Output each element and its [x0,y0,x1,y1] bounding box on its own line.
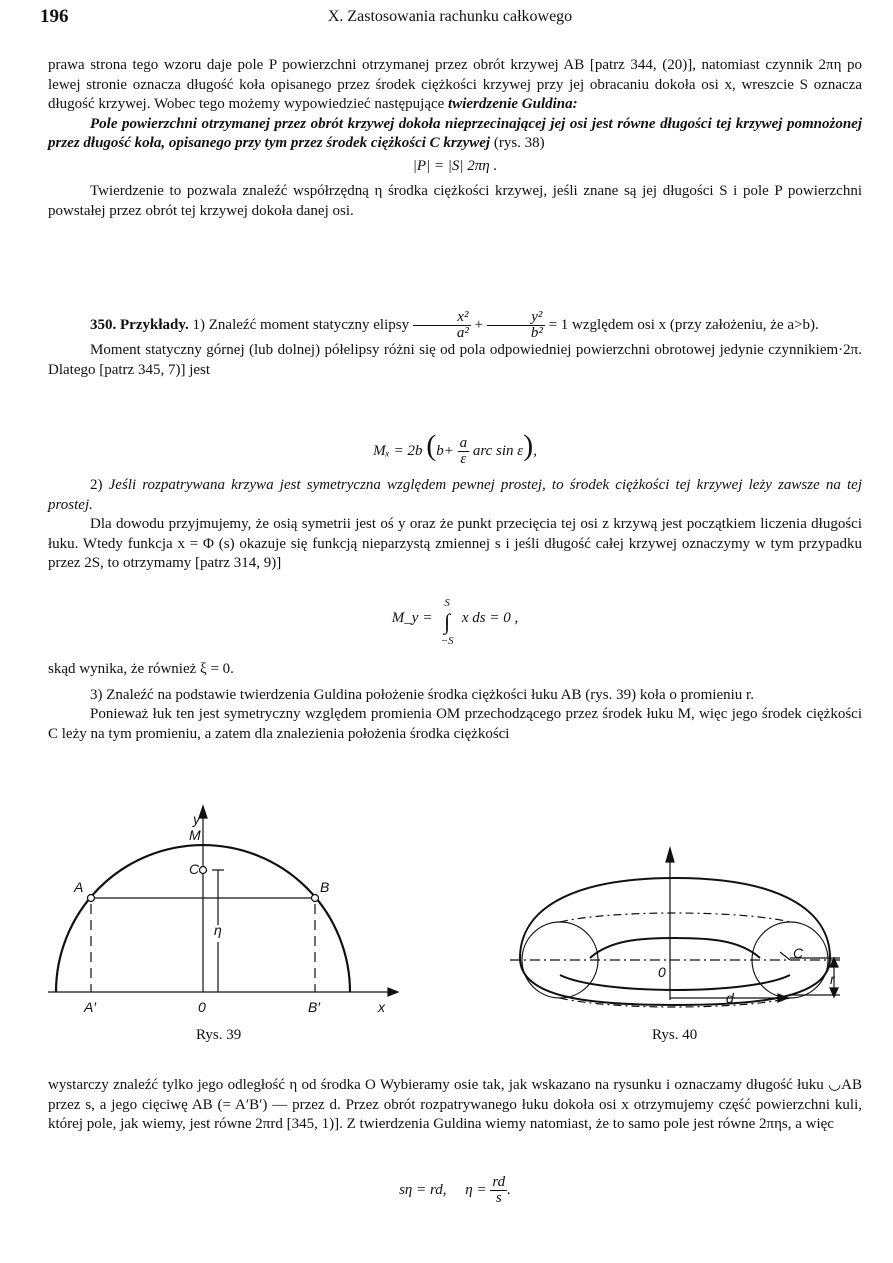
running-head: X. Zastosowania rachunku całkowego [327,8,573,25]
page-number: 196 [40,6,69,27]
label-eta: η [214,922,222,938]
dimension-r-arrow-up [830,958,838,967]
vertical-axis-arrow [666,848,674,862]
equation-2: Mₓ = 2b (b+ $\frac{a}{\varepsilon}$ arc sin ε), [373,429,537,468]
label-r: r [830,971,835,987]
paragraph-7: wystarczy znaleźć tylko jego odległość η od środka O Wybieramy osie tak, jak wskazano na rysunku i oznaczamy długość łuku ◡AB przez s, a jego cięciwę AB (= A′B′) — przez d. Przez obrót rozpatrywanego łuku dokoła osi x otrzymujemy część powierzchni kuli, której pole, jak wiemy, jest równe 2πrd [345, 1)]. Z twierdzenia Guldina wiemy natomiast, że to samo pole jest równe 2πηs, a więc [48,1077,862,1132]
equation-4: sη = rd, η = $\frac{rd}{s}$ . [399,1174,511,1207]
example-2: 2) Jeśli rozpatrywana krzywa jest symetryczna względem pewnej prostej, to środek ciężkości tej krzywej leży zawsze na tej prostej. [48,477,863,513]
label-d: d [726,990,734,1006]
figure-40-caption: Rys. 40 [652,1027,698,1043]
equation-3: M_y = S ∫ −S x ds = 0 , [391,597,519,647]
y-axis-arrow [199,806,207,818]
paragraph-5: skąd wynika, że również ξ = 0. [48,661,234,677]
example-1: 350. Przykłady. 1) Znaleźć moment statyczny elipsy $\frac{\text{x²}}{\text{a²}}$ + $\frac{\text{y²}}{\text{b²}}$ = 1 względem osi x (przy założeniu, że a>b). [90,309,819,341]
point-a [88,895,95,902]
example-2-block [48,476,862,574]
point-c [200,867,207,874]
paragraph-4: Dla dowodu przyjmujemy, że osią symetrii jest oś y oraz że punkt przecięcia tej osi z krzywą jest początkiem liczenia długości łuku. Wtedy funkcja x = Φ (s) okazuje się funkcją nieparzystą zmiennej s i jeśli długość całej krzywej oznaczymy w tym przypadku przez 2S, to otrzymamy [patrz 314, 9)] [48,516,862,571]
example-3: 3) Znaleźć na podstawie twierdzenia Guldina położenie środka ciężkości łuku AB (rys. 39) koła o promieniu r. [90,686,754,703]
paragraph-6: Ponieważ łuk ten jest symetryczny względem promienia OM przechodzącego przez środek łuku M, więc jego środek ciężkości C leży na tym promieniu, a zatem dla znalezienia położenia środka ciężkości [48,706,862,742]
label-o: 0 [198,999,206,1015]
label-x: x [378,999,385,1015]
torus-outline [520,878,830,1005]
fraction-a-eps: $\frac{a}{\varepsilon}$ [459,435,468,468]
torus-hole-top [590,938,760,958]
label-a-prime: A′ [84,999,96,1015]
examples-heading: 350. Przykłady. [90,316,189,333]
paragraph-1: prawa strona tego wzoru daje pole P powierzchni otrzymanej przez obrót krzywej AB [patrz 344, (20)], natomiast czynnik 2πη po lewej stronie oznacza długość koła opisanego przez środek ciężkości krzywej przy jej obracaniu dokoła osi x, wreszcie S oznacza długość krzywej. Wobec tego możemy wypowiedzieć następujące twierdzenie Guldina: [48,57,862,112]
label-b-prime: B′ [308,999,320,1015]
label-m: M [189,827,201,843]
paragraph-2: Twierdzenie to pozwala znaleźć współrzędną η środka ciężkości krzywej, jeśli znane są jej długości S i pole P powierzchni powstałej przez obrót tej krzywej dokoła danej osi. [48,183,862,219]
dash-ring-top [560,913,790,922]
figure-39-caption: Rys. 39 [196,1027,242,1043]
integral-sign: S ∫ −S [440,597,454,647]
label-c: C [793,945,804,961]
examples-block [48,310,862,380]
point-b [312,895,319,902]
label-y: y [193,811,200,827]
fraction-x2-a2: $\frac{\text{x²}}{\text{a²}}$ [413,310,471,341]
label-a: A [74,879,84,895]
dimension-r-arrow-down [830,988,838,997]
fraction-y2-b2: $\frac{\text{y²}}{\text{b²}}$ [487,310,545,341]
paragraph-3: Moment statyczny górnej (lub dolnej) półelipsy różni się od pola odpowiedniej powierzchni obrotowej jedynie czynnikiem·2π. Dlatego [patrz 345, 7)] jest [48,342,862,378]
equation-1: |P| = |S| 2πη . [412,157,498,174]
label-b: B [320,879,330,895]
figure-40 [500,840,860,1025]
x-axis-arrow [388,988,398,996]
fraction-rd-s: $\frac{rd}{s}$ [492,1174,506,1207]
c-pointer [780,952,790,960]
figure-39 [48,800,408,1020]
text-block-bottom [48,1076,862,1135]
label-c: C [189,861,200,877]
label-o: 0 [658,964,666,980]
example-3-block [48,660,862,744]
theorem-text: Pole powierzchni otrzymanej przez obrót krzywej dokoła nieprzecinającej jej osi jest równe długości tej krzywej pomnożonej przez długość koła, opisanego przy tym przez środek ciężkości C krzywej (rys. 38) [48,115,862,151]
text-block-top [48,56,862,221]
page-header [40,6,860,30]
guldin-term: twierdzenie Guldina: [448,96,578,112]
